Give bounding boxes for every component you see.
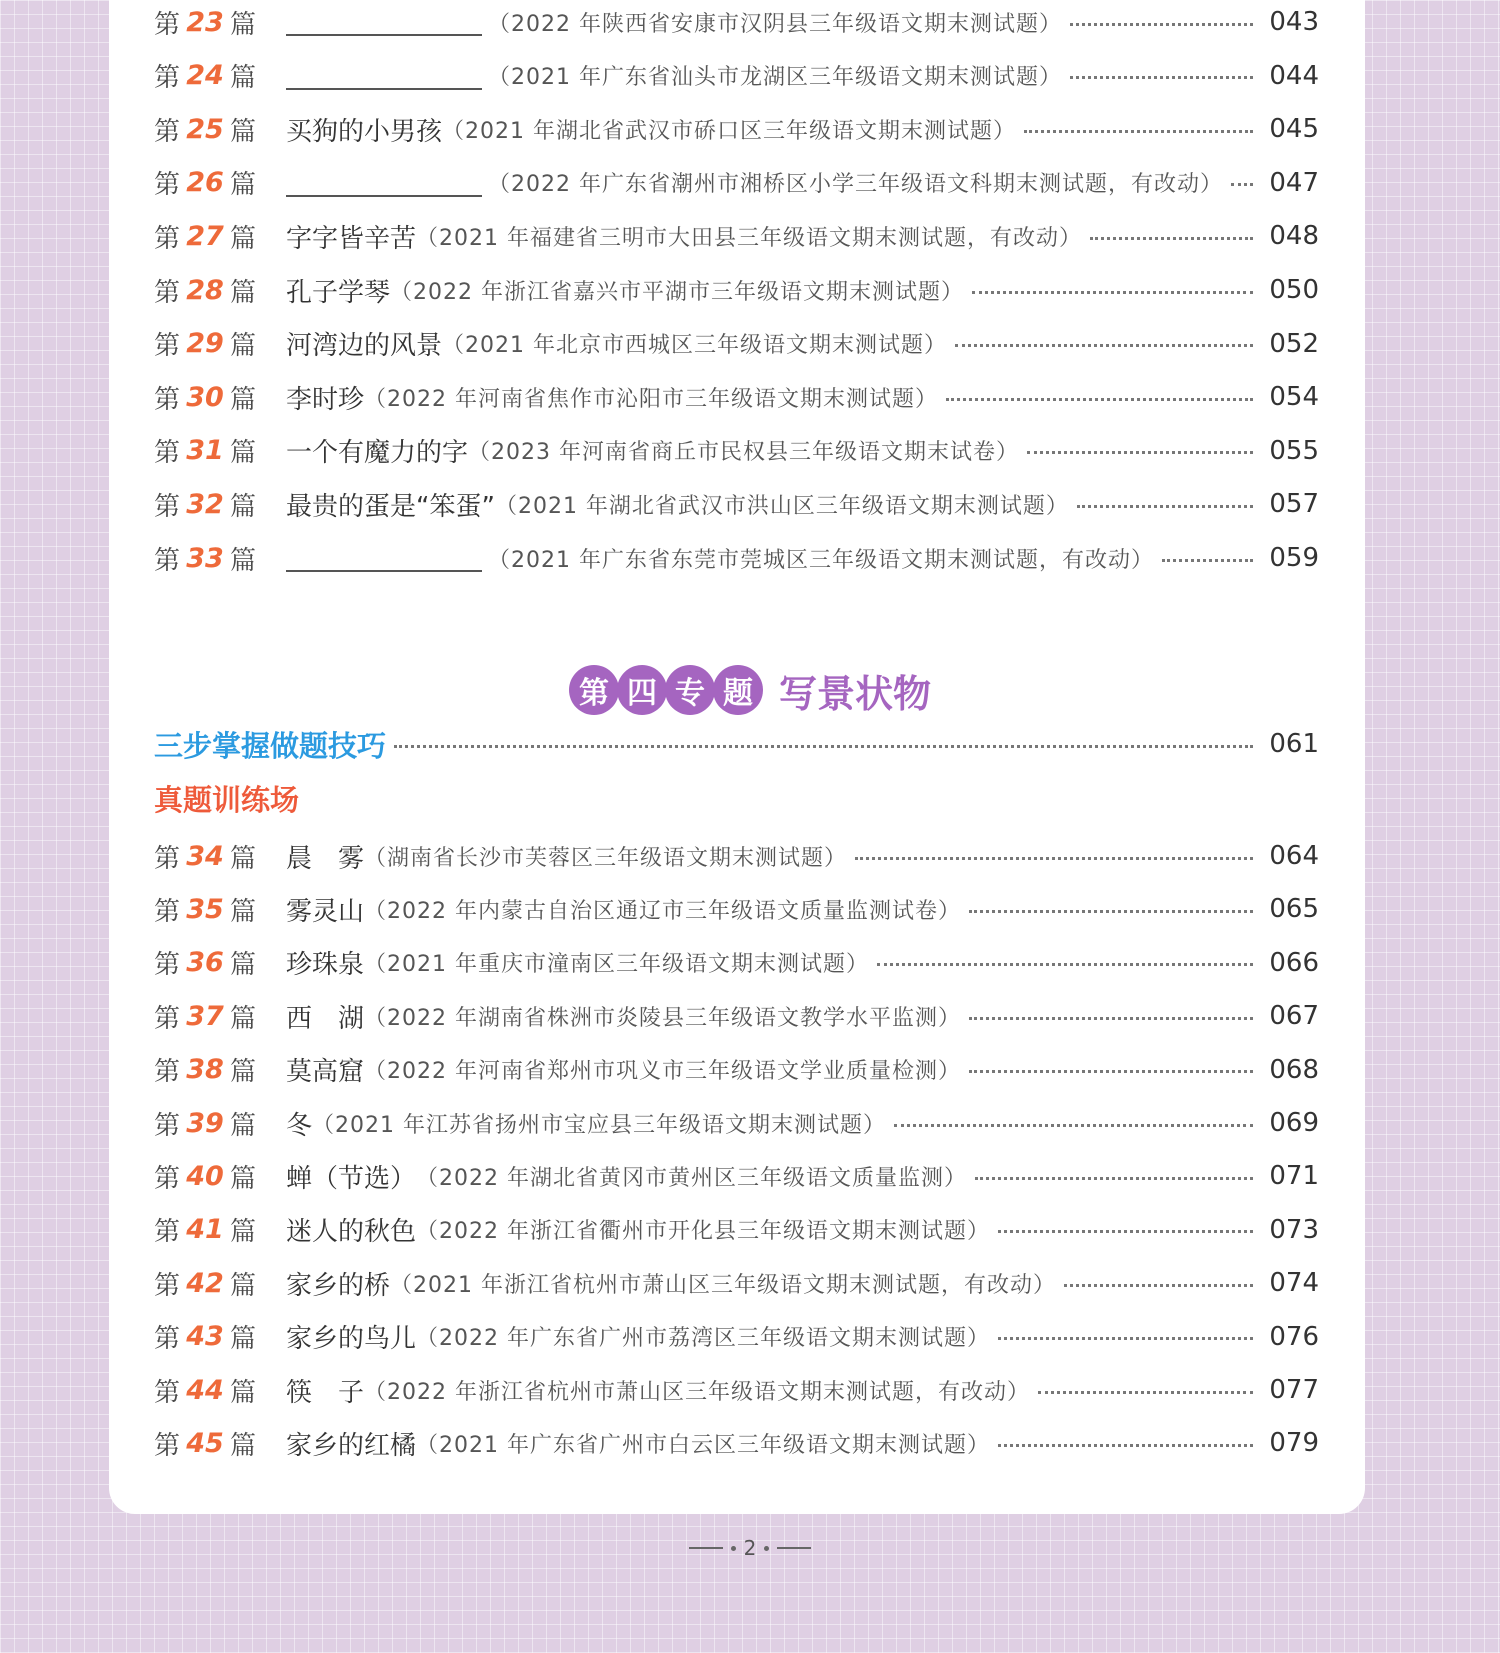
entry-suffix: 篇 — [230, 170, 257, 201]
entry-prefix: 第 — [154, 1163, 181, 1194]
entry-index: 39 — [186, 1107, 224, 1139]
entry-page: 068 — [1269, 1054, 1319, 1085]
entry-number — [154, 1425, 286, 1462]
entry-index: 31 — [186, 435, 224, 467]
entry-title: 家乡的鸟儿 — [286, 1324, 417, 1355]
entry-title: 冬 — [286, 1110, 313, 1141]
entry-suffix: 篇 — [230, 277, 257, 308]
entry-suffix: 篇 — [230, 1110, 257, 1141]
toc-entry[interactable] — [154, 268, 1319, 312]
entry-index: 41 — [186, 1214, 224, 1246]
entry-index: 40 — [186, 1160, 224, 1192]
entry-page: 044 — [1269, 60, 1319, 91]
entry-source: （2022 年内蒙古自治区通辽市三年级语文质量监测试卷） — [364, 898, 961, 924]
toc-entry[interactable] — [154, 375, 1319, 419]
toc-entry[interactable] — [154, 107, 1319, 151]
entry-index: 32 — [186, 488, 224, 520]
topic-badge-char: 题 — [713, 665, 763, 715]
entry-index: 25 — [186, 113, 224, 145]
entry-source: （2021 年广东省汕头市龙湖区三年级语文期末测试题） — [488, 65, 1062, 91]
leader-dots — [1064, 1284, 1253, 1287]
entry-prefix: 第 — [154, 896, 181, 927]
toc-entry[interactable] — [154, 941, 1319, 985]
entry-number — [154, 1158, 286, 1195]
leader-dots — [1231, 183, 1253, 186]
entry-index: 24 — [186, 60, 224, 92]
entry-prefix: 第 — [154, 1430, 181, 1461]
entry-suffix: 篇 — [230, 1430, 257, 1461]
entry-suffix: 篇 — [230, 1003, 257, 1034]
page-number-rule-right — [777, 1547, 811, 1549]
entry-page: 052 — [1269, 328, 1319, 359]
entry-suffix: 篇 — [230, 1163, 257, 1194]
entry-source: （2021 年广东省广州市白云区三年级语文期末测试题） — [416, 1432, 990, 1458]
entry-prefix: 第 — [154, 223, 181, 254]
entry-index: 44 — [186, 1374, 224, 1406]
entry-suffix: 篇 — [230, 116, 257, 147]
entry-source: （2022 年广东省潮州市湘桥区小学三年级语文科期末测试题，有改动） — [488, 172, 1223, 198]
entry-page: 054 — [1269, 382, 1319, 413]
entry-title: 晨 雾 — [286, 843, 365, 874]
page-number-value: 2 — [743, 1536, 757, 1560]
toc-entry[interactable] — [154, 322, 1319, 366]
method-section-page: 061 — [1269, 729, 1319, 759]
entry-source: （2021 年江苏省扬州市宝应县三年级语文期末测试题） — [312, 1112, 886, 1138]
entry-index: 35 — [186, 893, 224, 925]
title-blank-line — [286, 62, 482, 90]
entry-page: 064 — [1269, 841, 1319, 871]
entry-prefix: 第 — [154, 170, 181, 201]
entry-number — [154, 1265, 286, 1302]
entry-source: （2022 年浙江省衢州市开化县三年级语文期末测试题） — [416, 1219, 990, 1245]
leader-dots — [972, 291, 1253, 294]
leader-dots — [955, 344, 1253, 347]
leader-dots — [855, 857, 1253, 860]
toc-entry[interactable] — [154, 54, 1319, 98]
entry-prefix: 第 — [154, 545, 181, 576]
entry-index: 42 — [186, 1267, 224, 1299]
entry-source: （2023 年河南省商丘市民权县三年级语文期末试卷） — [468, 440, 1019, 466]
entry-prefix: 第 — [154, 1003, 181, 1034]
entry-suffix: 篇 — [230, 384, 257, 415]
entry-index: 30 — [186, 381, 224, 413]
entry-index: 36 — [186, 947, 224, 979]
leader-dots — [394, 745, 1253, 748]
entry-page: 077 — [1269, 1375, 1319, 1405]
entry-number — [154, 838, 286, 875]
toc-entry[interactable] — [154, 834, 1319, 878]
leader-dots — [969, 910, 1253, 913]
entry-number — [154, 486, 286, 523]
entry-index: 26 — [186, 167, 224, 199]
entry-title: 雾灵山 — [286, 896, 365, 927]
entry-page: 048 — [1269, 221, 1319, 252]
entry-source: （2021 年浙江省杭州市萧山区三年级语文期末测试题，有改动） — [390, 1272, 1056, 1298]
entry-suffix: 篇 — [230, 9, 257, 40]
entry-prefix: 第 — [154, 63, 181, 94]
entry-prefix: 第 — [154, 277, 181, 308]
leader-dots — [998, 1337, 1253, 1340]
entry-suffix: 篇 — [230, 438, 257, 469]
entry-source: （2022 年湖北省黄冈市黄州区三年级语文质量监测） — [416, 1165, 967, 1191]
entry-prefix: 第 — [154, 950, 181, 981]
entry-prefix: 第 — [154, 491, 181, 522]
entry-title: 一个有魔力的字 — [286, 438, 469, 469]
entry-number — [154, 1105, 286, 1142]
entry-number — [154, 432, 286, 469]
entry-number — [154, 1211, 286, 1248]
entry-source: （2021 年广东省东莞市莞城区三年级语文期末测试题，有改动） — [488, 547, 1154, 573]
toc-entry[interactable] — [154, 429, 1319, 473]
toc-entry[interactable] — [154, 1315, 1319, 1359]
entry-number — [154, 218, 286, 255]
page-number-dot-right — [764, 1546, 769, 1551]
entry-suffix: 篇 — [230, 1270, 257, 1301]
entry-number — [154, 1318, 286, 1355]
leader-dots — [975, 1177, 1253, 1180]
entry-page: 079 — [1269, 1428, 1319, 1459]
toc-entry[interactable] — [154, 1154, 1319, 1198]
entry-prefix: 第 — [154, 9, 181, 40]
practice-section-heading — [154, 776, 299, 820]
entry-title: 蝉（节选） — [286, 1163, 417, 1194]
entry-page: 055 — [1269, 435, 1319, 466]
entry-source: （2021 年湖北省武汉市洪山区三年级语文期末测试题） — [494, 493, 1069, 519]
method-section-label: 三步掌握做题技巧 — [154, 728, 387, 763]
entry-page: 047 — [1269, 167, 1319, 198]
leader-dots — [894, 1124, 1253, 1127]
entry-suffix: 篇 — [230, 223, 257, 254]
entry-suffix: 篇 — [230, 1324, 257, 1355]
entry-source: （2021 年福建省三明市大田县三年级语文期末测试题，有改动） — [416, 225, 1082, 251]
entry-suffix: 篇 — [230, 545, 257, 576]
practice-section-label: 真题训练场 — [154, 782, 300, 817]
entry-prefix: 第 — [154, 843, 181, 874]
toc-entry[interactable] — [154, 887, 1319, 931]
toc-entry[interactable] — [154, 1208, 1319, 1252]
entry-source: （2021 年重庆市潼南区三年级语文期末测试题） — [364, 952, 869, 978]
entry-suffix: 篇 — [230, 1377, 257, 1408]
entry-number — [154, 379, 286, 416]
leader-dots — [1024, 130, 1253, 133]
leader-dots — [946, 398, 1253, 401]
topic-badge-char: 第 — [569, 665, 619, 715]
entry-number — [154, 272, 286, 309]
entry-index: 27 — [186, 220, 224, 252]
leader-dots — [1070, 76, 1253, 79]
entry-source: （2022 年陕西省安康市汉阴县三年级语文期末测试题） — [488, 11, 1062, 37]
entry-source: （2022 年河南省焦作市沁阳市三年级语文期末测试题） — [364, 386, 938, 412]
leader-dots — [1038, 1391, 1253, 1394]
entry-title: 筷 子 — [286, 1377, 365, 1408]
entry-title: 字字皆辛苦 — [286, 223, 417, 254]
topic-number-badge — [569, 665, 761, 715]
entry-prefix: 第 — [154, 1057, 181, 1088]
entry-prefix: 第 — [154, 1324, 181, 1355]
entry-title: 李时珍 — [286, 384, 365, 415]
title-blank-line — [286, 544, 482, 572]
topic-header — [0, 662, 1500, 718]
entry-title: 珍珠泉 — [286, 950, 365, 981]
entry-index: 33 — [186, 542, 224, 574]
leader-dots — [1027, 451, 1253, 454]
entry-page: 059 — [1269, 543, 1319, 573]
toc-entry[interactable] — [154, 1048, 1319, 1092]
title-blank-line — [286, 8, 482, 36]
leader-dots — [1090, 237, 1253, 240]
entry-title: 孔子学琴 — [286, 277, 391, 308]
entry-page: 050 — [1269, 275, 1319, 305]
entry-title: 家乡的红橘 — [286, 1430, 417, 1461]
entry-title: 莫高窟 — [286, 1057, 365, 1088]
topic-badge-char: 四 — [617, 665, 667, 715]
entry-suffix: 篇 — [230, 950, 257, 981]
toc-entry[interactable] — [154, 1101, 1319, 1145]
topic-badge-char: 专 — [665, 665, 715, 715]
entry-title: 家乡的桥 — [286, 1270, 391, 1301]
entry-suffix: 篇 — [230, 63, 257, 94]
entry-prefix: 第 — [154, 1270, 181, 1301]
entry-title: 西 湖 — [286, 1003, 365, 1034]
entry-suffix: 篇 — [230, 1217, 257, 1248]
title-blank-line — [286, 169, 482, 197]
entry-source: （2022 年广东省广州市荔湾区三年级语文期末测试题） — [416, 1326, 990, 1352]
toc-entry[interactable] — [154, 214, 1319, 258]
entry-index: 37 — [186, 1000, 224, 1032]
entry-page: 076 — [1269, 1321, 1319, 1352]
entry-page: 069 — [1269, 1108, 1319, 1138]
entry-index: 38 — [186, 1054, 224, 1086]
entry-number — [154, 540, 286, 577]
entry-index: 23 — [186, 6, 224, 38]
entry-index: 45 — [186, 1427, 224, 1459]
entry-prefix: 第 — [154, 331, 181, 362]
entry-page: 071 — [1269, 1161, 1319, 1192]
page-number — [0, 1536, 1500, 1560]
toc-entry[interactable] — [154, 161, 1319, 205]
toc-entry[interactable] — [154, 482, 1319, 526]
entry-prefix: 第 — [154, 116, 181, 147]
entry-number — [154, 1372, 286, 1409]
entry-page: 065 — [1269, 894, 1319, 925]
entry-prefix: 第 — [154, 438, 181, 469]
toc-entry[interactable] — [154, 1261, 1319, 1305]
entry-prefix: 第 — [154, 1377, 181, 1408]
entry-index: 28 — [186, 274, 224, 306]
leader-dots — [969, 1017, 1253, 1020]
entry-page: 066 — [1269, 947, 1319, 978]
leader-dots — [998, 1444, 1253, 1447]
entry-index: 34 — [186, 840, 224, 872]
entry-number — [154, 325, 286, 362]
entry-suffix: 篇 — [230, 1057, 257, 1088]
entry-source: （2021 年湖北省武汉市硚口区三年级语文期末测试题） — [442, 118, 1016, 144]
entry-prefix: 第 — [154, 1217, 181, 1248]
page-number-dot-left — [731, 1546, 736, 1551]
leader-dots — [969, 1070, 1253, 1073]
entry-page: 057 — [1269, 489, 1319, 520]
entry-source: （2022 年河南省郑州市巩义市三年级语文学业质量检测） — [364, 1059, 961, 1085]
entry-index: 29 — [186, 328, 224, 360]
topic-title: 写景状物 — [778, 671, 931, 716]
entry-number — [154, 57, 286, 94]
toc-entry[interactable] — [154, 536, 1319, 580]
entry-source: （2022 年浙江省杭州市萧山区三年级语文期末测试题，有改动） — [364, 1379, 1030, 1405]
toc-entry[interactable] — [154, 0, 1319, 44]
entry-prefix: 第 — [154, 384, 181, 415]
entry-page: 045 — [1269, 114, 1319, 145]
entry-prefix: 第 — [154, 1110, 181, 1141]
leader-dots — [877, 963, 1253, 966]
entry-page: 067 — [1269, 1001, 1319, 1032]
entry-source: （2022 年浙江省嘉兴市平湖市三年级语文期末测试题） — [390, 279, 964, 305]
leader-dots — [1162, 559, 1253, 562]
entry-title: 最贵的蛋是“笨蛋” — [286, 491, 495, 522]
toc-entry[interactable] — [154, 1368, 1319, 1412]
entry-number — [154, 111, 286, 148]
entry-suffix: 篇 — [230, 491, 257, 522]
entry-page: 074 — [1269, 1268, 1319, 1299]
entry-index: 43 — [186, 1321, 224, 1353]
entry-title: 迷人的秋色 — [286, 1217, 417, 1248]
entry-number — [154, 998, 286, 1035]
method-section-link[interactable] — [154, 722, 1319, 766]
entry-source: （2022 年湖南省株洲市炎陵县三年级语文教学水平监测） — [364, 1005, 961, 1031]
leader-dots — [998, 1230, 1253, 1233]
leader-dots — [1077, 505, 1253, 508]
entry-source: （湖南省长沙市芙蓉区三年级语文期末测试题） — [364, 845, 848, 871]
entry-page: 043 — [1269, 7, 1319, 37]
toc-entry[interactable] — [154, 994, 1319, 1038]
entry-number — [154, 944, 286, 981]
entry-number — [154, 891, 286, 928]
entry-number — [154, 4, 286, 41]
entry-suffix: 篇 — [230, 843, 257, 874]
entry-suffix: 篇 — [230, 896, 257, 927]
entry-suffix: 篇 — [230, 331, 257, 362]
entry-page: 073 — [1269, 1214, 1319, 1245]
page-number-rule-left — [689, 1547, 723, 1549]
leader-dots — [1070, 23, 1253, 26]
entry-source: （2021 年北京市西城区三年级语文期末测试题） — [442, 333, 947, 359]
entry-title: 河湾边的风景 — [286, 331, 443, 362]
toc-entry[interactable] — [154, 1421, 1319, 1465]
entry-number — [154, 164, 286, 201]
entry-title: 买狗的小男孩 — [286, 116, 443, 147]
entry-number — [154, 1051, 286, 1088]
